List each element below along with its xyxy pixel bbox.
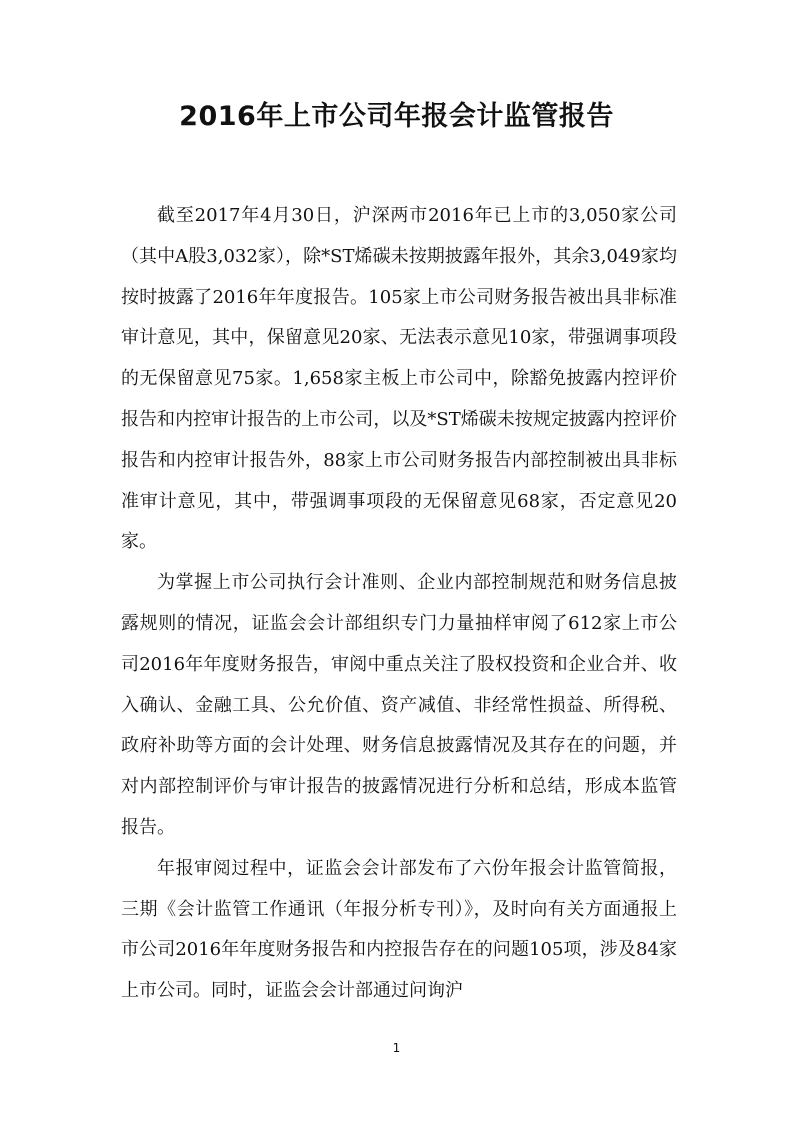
page-number: 1 — [392, 1041, 401, 1055]
document-body — [121, 196, 677, 1012]
paragraph-review-scope: 为掌握上市公司执行会计准则、企业内部控制规范和财务信息披露规则的情况，证监会会计部组织专门力量抽样审阅了612家上市公司2016年年度财务报告，审阅中重点关注了股权投资和企业合并、收入确认、金融工具、公允价值、资产减值、非经常性损益、所得税、政府补助等方面的会计处理、财务信息披露情况及其存在的问题，并对内部控制评价与审计报告的披露情况进行分析和总结，形成本监管报告。 — [121, 572, 677, 838]
paragraph-review-process: 年报审阅过程中，证监会会计部发布了六份年报会计监管简报，三期《会计监管工作通讯（年报分析专刊）》，及时向有关方面通报上市公司2016年年度财务报告和内控报告存在的问题105项，涉及84家上市公司。同时，证监会会计部通过问询沪 — [121, 857, 677, 1002]
document-title: 2016年上市公司年报会计监管报告 — [179, 101, 614, 132]
paragraph-overview: 截至2017年4月30日，沪深两市2016年已上市的3,050家公司（其中A股3,032家），除*ST烯碳未按期披露年报外，其余3,049家均按时披露了2016年年度报告。105家上市公司财务报告被出具非标准审计意见，其中，保留意见20家、无法表示意见10家，带强调事项段的无保留意见75家。1,658家主板上市公司中，除豁免披露内控评价报告和内控审计报告的上市公司，以及*ST烯碳未按规定披露内控评价报告和内控审计报告外，88家上市公司财务报告内部控制被出具非标准审计意见，其中，带强调事项段的无保留意见68家，否定意见20家。 — [121, 205, 677, 553]
